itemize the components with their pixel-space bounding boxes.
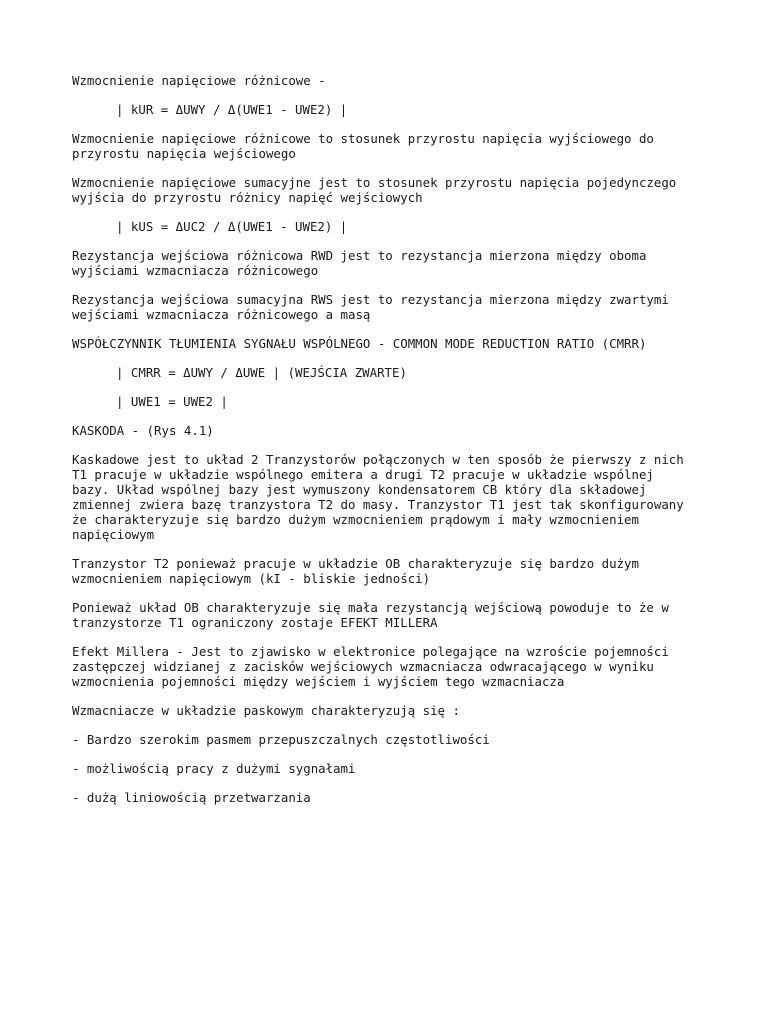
formula-kus: | kUS = ΔUC2 / Δ(UWE1 - UWE2) | xyxy=(116,219,348,234)
paragraph-miller-cause: Ponieważ układ OB charakteryzuje się mała rezystancją wejściową powoduje to że w tranzystorze T1 ograniczony zostaje EFEKT MILLERA xyxy=(72,600,669,630)
heading-cascode: KASKODA - (Rys 4.1) xyxy=(72,423,214,438)
formula-kur: | kUR = ΔUWY / Δ(UWE1 - UWE2) | xyxy=(116,102,348,117)
list-item-bandwidth: - Bardzo szerokim pasmem przepuszczalnych częstotliwości xyxy=(72,732,490,747)
paragraph-cascode-description: Kaskadowe jest to układ 2 Tranzystorów połączonych w ten sposób że pierwszy z nich T1 pracuje w układzie wspólnego emitera a drugi T2 pracuje w układzie wspólnej bazy. Układ wspólnej bazy jest wymuszony kondensatorem CB który dla składowej zmiennej zwiera bazę tranzystora T2 do masy. Tranzystor T1 jest tak skonfigurowany że charakteryzuje się bardzo dużym wzmocnieniem prądowym i mały wzmocnieniem napięciowym xyxy=(72,452,684,542)
paragraph-bandpass-intro: Wzmacniacze w układzie paskowym charakteryzują się : xyxy=(72,703,460,718)
paragraph-t2-ob: Tranzystor T2 ponieważ pracuje w układzie OB charakteryzuje się bardzo dużym wzmocnieniem napięciowym (kI - bliskie jedności) xyxy=(72,556,639,586)
list-item-large-signals: - możliwością pracy z dużymi sygnałami xyxy=(72,761,356,776)
paragraph-summing-gain-definition: Wzmocnienie napięciowe sumacyjne jest to stosunek przyrostu napięcia pojedynczego wyjścia do przyrostu różnicy napięć wejściowych xyxy=(72,175,677,205)
document-page xyxy=(72,73,732,819)
paragraph-differential-gain-definition: Wzmocnienie napięciowe różnicowe to stosunek przyrostu napięcia wyjściowego do przyrostu napięcia wejściowego xyxy=(72,131,654,161)
paragraph-miller-effect: Efekt Millera - Jest to zjawisko w elektronice polegające na wzroście pojemności zastępczej widzianej z zacisków wejściowych wzmacniacza odwracającego w wyniku wzmocnienia pojemności między wejściem i wyjściem tego wzmacniacza xyxy=(72,644,669,689)
paragraph-rwd: Rezystancja wejściowa różnicowa RWD jest to rezystancja mierzona między oboma wyjściami wzmacniacza różnicowego xyxy=(72,248,647,278)
heading-cmrr: WSPÓŁCZYNNIK TŁUMIENIA SYGNAŁU WSPÓLNEGO - COMMON MODE REDUCTION RATIO (CMRR) xyxy=(72,336,647,351)
list-item-linearity: - dużą liniowością przetwarzania xyxy=(72,790,311,805)
formula-cmrr: | CMRR = ΔUWY / ΔUWE | (WEJŚCIA ZWARTE) xyxy=(116,365,407,380)
heading-differential-gain: Wzmocnienie napięciowe różnicowe - xyxy=(72,73,326,88)
paragraph-rws: Rezystancja wejściowa sumacyjna RWS jest to rezystancja mierzona między zwartymi wejściami wzmacniacza różnicowego a masą xyxy=(72,292,669,322)
formula-uwe-equal: | UWE1 = UWE2 | xyxy=(116,394,228,409)
